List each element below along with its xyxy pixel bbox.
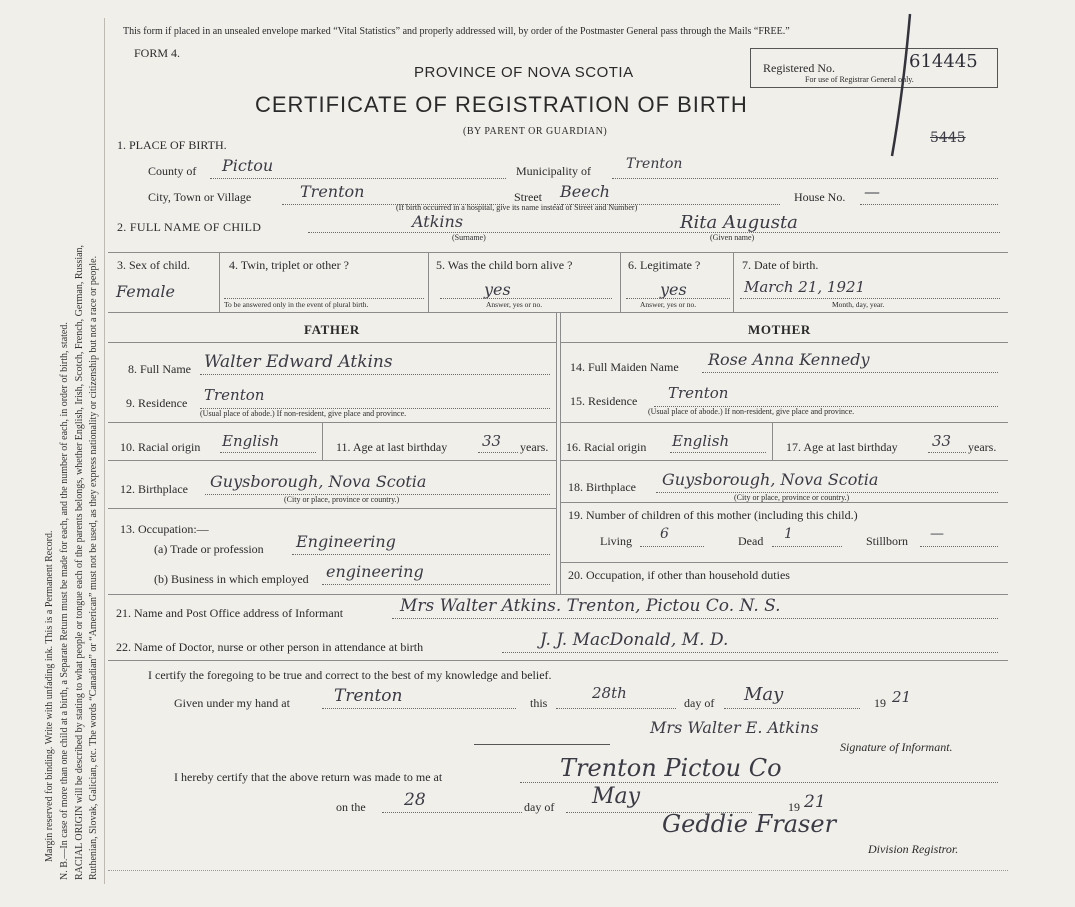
side-note-nb: N. B.—In case of more than one child at a birth, a Separate Return must be made for each, and the number of each, in order of birth, stated. bbox=[59, 322, 70, 880]
child-given-value: Rita Augusta bbox=[680, 212, 798, 233]
surname-caption: (Surname) bbox=[452, 233, 486, 242]
province-heading: PROVINCE OF NOVA SCOTIA bbox=[414, 64, 634, 81]
mother-name-label: 14. Full Maiden Name bbox=[570, 360, 679, 374]
sex-value: Female bbox=[116, 282, 175, 301]
given-caption: (Given name) bbox=[710, 233, 755, 242]
binding-margin-line bbox=[104, 18, 105, 884]
informant-value: Mrs Walter Atkins. Trenton, Pictou Co. N. S. bbox=[400, 596, 781, 616]
return-year-prefix: 19 bbox=[788, 800, 800, 814]
father-occupation-label: 13. Occupation:— bbox=[120, 522, 209, 536]
county-value: Pictou bbox=[222, 156, 274, 175]
alive-label: 5. Was the child born alive ? bbox=[436, 258, 573, 272]
father-residence-note: (Usual place of abode.) If non-resident, give place and province. bbox=[200, 409, 407, 418]
father-racial-value: English bbox=[222, 432, 280, 450]
legitimate-label: 6. Legitimate ? bbox=[628, 258, 701, 272]
sex-label: 3. Sex of child. bbox=[117, 258, 190, 272]
registered-no-label: Registered No. bbox=[763, 61, 835, 75]
pen-stroke-mark bbox=[880, 10, 920, 160]
child-name-label: 2. FULL NAME OF CHILD bbox=[117, 220, 262, 234]
date-of-birth-label: 7. Date of birth. bbox=[742, 258, 819, 272]
living-label: Living bbox=[600, 534, 632, 548]
twin-note: To be answered only in the event of plural birth. bbox=[224, 300, 369, 309]
mother-children-label: 19. Number of children of this mother (including this child.) bbox=[568, 508, 858, 522]
given-day-value: 28th bbox=[592, 684, 627, 702]
date-of-birth-value: March 21, 1921 bbox=[744, 278, 866, 296]
date-of-birth-note: Month, day, year. bbox=[832, 300, 885, 309]
given-year-prefix: 19 bbox=[874, 696, 886, 710]
mother-occupation-label: 20. Occupation, if other than household duties bbox=[568, 568, 790, 582]
place-of-birth-heading: 1. PLACE OF BIRTH. bbox=[117, 138, 227, 152]
father-racial-label: 10. Racial origin bbox=[120, 440, 201, 454]
father-heading: FATHER bbox=[304, 322, 360, 337]
return-made-label: I hereby certify that the above return was made to me at bbox=[174, 770, 443, 784]
doctor-label: 22. Name of Doctor, nurse or other person in attendance at birth bbox=[116, 640, 424, 654]
father-business-value: engineering bbox=[326, 562, 424, 581]
mother-racial-value: English bbox=[672, 432, 730, 450]
on-the-label: on the bbox=[336, 800, 366, 814]
mother-residence-value: Trenton bbox=[668, 384, 729, 402]
side-note-racial-origin: RACIAL ORIGIN will be described by stating to what people or tongue each of the parents belongs, whether English, Irish, Scotch, French, German, Russian, bbox=[74, 244, 85, 880]
alive-note: Answer, yes or no. bbox=[486, 300, 543, 309]
this-label: this bbox=[530, 696, 548, 710]
page-subtitle: (BY PARENT OR GUARDIAN) bbox=[463, 126, 608, 137]
return-year-value: 21 bbox=[804, 792, 826, 812]
father-residence-label: 9. Residence bbox=[126, 396, 188, 410]
form-number: FORM 4. bbox=[134, 46, 181, 60]
father-trade-label: (a) Trade or profession bbox=[154, 542, 264, 556]
street-value: Beech bbox=[560, 182, 610, 201]
mother-age-value: 33 bbox=[932, 432, 952, 450]
side-note-racial-origin-cont: Ruthenian, Slovak, Galician, etc. The words “Canadian” or “American” must not be used, as they express nationality or citizenship but not a race or people. bbox=[88, 255, 99, 880]
father-birthplace-note: (City or place, province or country.) bbox=[284, 495, 400, 504]
father-name-value: Walter Edward Atkins bbox=[204, 352, 393, 372]
father-birthplace-label: 12. Birthplace bbox=[120, 482, 188, 496]
mother-age-label: 17. Age at last birthday bbox=[786, 440, 898, 454]
father-trade-value: Engineering bbox=[296, 532, 396, 551]
street-label: Street bbox=[514, 190, 542, 204]
dead-value: 1 bbox=[784, 526, 793, 542]
stillborn-value: — bbox=[930, 526, 944, 542]
given-year-value: 21 bbox=[892, 688, 912, 706]
registered-no-note: For use of Registrar General only. bbox=[805, 75, 914, 84]
given-under-label: Given under my hand at bbox=[174, 696, 290, 710]
dead-label: Dead bbox=[738, 534, 764, 548]
given-month-value: May bbox=[744, 684, 784, 705]
registered-no-box bbox=[750, 48, 998, 88]
doctor-value: J. J. MacDonald, M. D. bbox=[540, 630, 729, 650]
county-label: County of bbox=[148, 164, 197, 178]
informant-signature-caption: Signature of Informant. bbox=[840, 740, 953, 754]
father-residence-value: Trenton bbox=[204, 386, 265, 404]
registrar-caption: Division Registror. bbox=[868, 842, 959, 856]
legitimate-value: yes bbox=[660, 280, 687, 299]
side-note-binding: Margin reserved for binding. Write with unfading ink. This is a Permanent Record. bbox=[44, 530, 55, 862]
living-value: 6 bbox=[660, 526, 669, 542]
mother-birthplace-label: 18. Birthplace bbox=[568, 480, 636, 494]
return-day-value: 28 bbox=[404, 790, 426, 810]
city-label: City, Town or Village bbox=[148, 190, 252, 204]
city-value: Trenton bbox=[300, 182, 365, 201]
father-birthplace-value: Guysborough, Nova Scotia bbox=[210, 472, 427, 491]
page-title: CERTIFICATE OF REGISTRATION OF BIRTH bbox=[255, 92, 748, 117]
alive-value: yes bbox=[484, 280, 511, 299]
mother-age-unit: years. bbox=[968, 440, 997, 454]
house-no-label: House No. bbox=[794, 190, 846, 204]
mother-residence-label: 15. Residence bbox=[570, 394, 638, 408]
return-day-of-label: day of bbox=[524, 800, 555, 814]
mother-birthplace-value: Guysborough, Nova Scotia bbox=[662, 470, 879, 489]
given-place-value: Trenton bbox=[334, 686, 403, 706]
hospital-note: (If birth occurred in a hospital, give its name instead of Street and Number) bbox=[396, 203, 638, 212]
municipality-label: Municipality of bbox=[516, 164, 591, 178]
legitimate-note: Answer, yes or no. bbox=[640, 300, 697, 309]
child-surname-value: Atkins bbox=[412, 212, 464, 231]
mother-heading: MOTHER bbox=[748, 322, 811, 337]
father-age-value: 33 bbox=[482, 432, 502, 450]
mother-racial-label: 16. Racial origin bbox=[566, 440, 647, 454]
municipality-value: Trenton bbox=[626, 156, 683, 172]
return-place-value: Trenton Pictou Co bbox=[560, 754, 782, 782]
stillborn-label: Stillborn bbox=[866, 534, 909, 548]
father-age-label: 11. Age at last birthday bbox=[336, 440, 448, 454]
father-age-unit: years. bbox=[520, 440, 549, 454]
registrar-signature: Geddie Fraser bbox=[662, 810, 837, 838]
informant-signature: Mrs Walter E. Atkins bbox=[650, 718, 819, 737]
father-business-label: (b) Business in which employed bbox=[154, 572, 309, 586]
father-name-label: 8. Full Name bbox=[128, 362, 191, 376]
certify-statement: I certify the foregoing to be true and correct to the best of my knowledge and belief. bbox=[148, 668, 552, 682]
mother-name-value: Rose Anna Kennedy bbox=[708, 350, 870, 369]
day-of-label: day of bbox=[684, 696, 715, 710]
mother-residence-note: (Usual place of abode.) If non-resident, give place and province. bbox=[648, 407, 855, 416]
informant-label: 21. Name and Post Office address of Informant bbox=[116, 606, 344, 620]
return-month-value: May bbox=[592, 784, 641, 809]
struck-number: 5445 bbox=[930, 130, 966, 146]
house-no-value: — bbox=[864, 182, 880, 201]
postal-notice: This form if placed in an unsealed envelope marked “Vital Statistics” and properly addressed will, by order of the Postmaster General pass through the Mails “FREE.” bbox=[123, 26, 790, 37]
twin-label: 4. Twin, triplet or other ? bbox=[229, 258, 349, 272]
registered-no-value: 614445 bbox=[909, 51, 978, 72]
mother-birthplace-note: (City or place, province or country.) bbox=[734, 493, 850, 502]
